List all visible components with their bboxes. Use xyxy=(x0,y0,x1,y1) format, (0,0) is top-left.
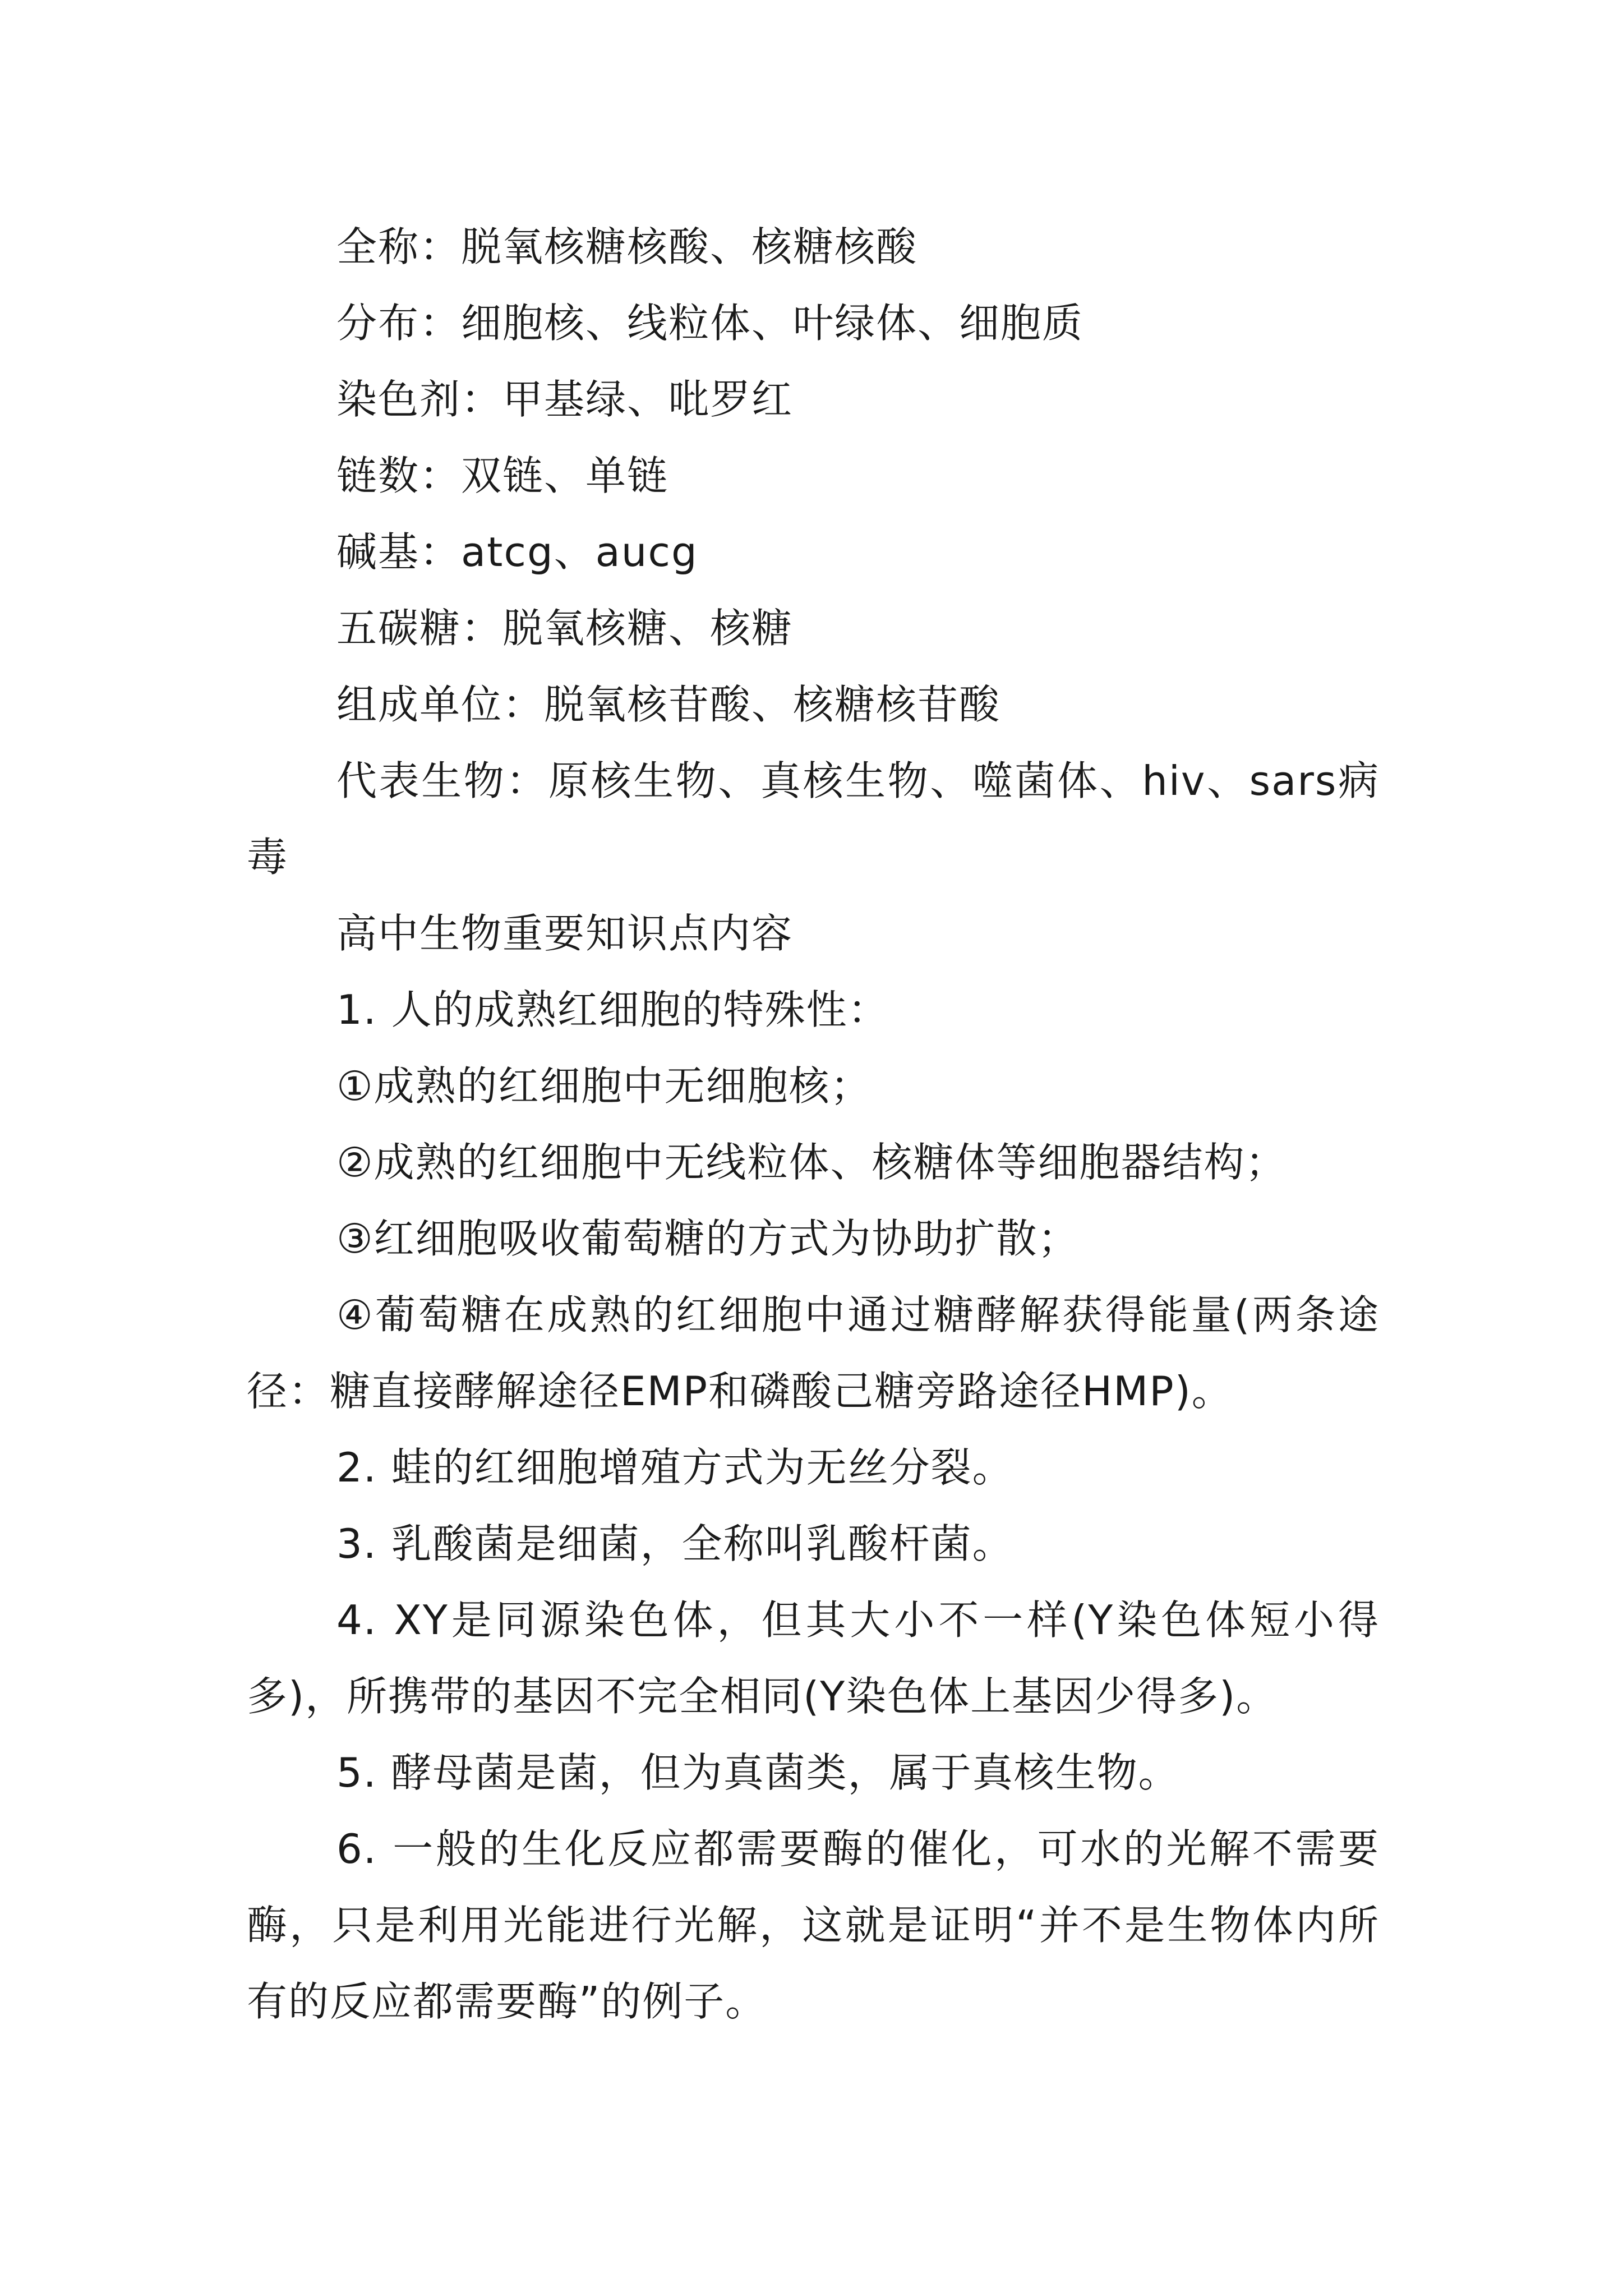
list-item-3: 3. 乳酸菌是细菌，全称叫乳酸杆菌。 xyxy=(336,1520,1014,1567)
sub-item-2: ②成熟的红细胞中无线粒体、核糖体等细胞器结构； xyxy=(336,1139,1287,1186)
list-item-4: 4. XY是同源染色体，但其大小不一样(Y染色体短小得多)，所携带的基因不完全相同(Y染色体上基因少得多)。 xyxy=(247,1596,1380,1720)
document-body xyxy=(247,209,1380,2040)
paragraph-full-name: 全称：脱氧核糖核酸、核糖核酸 xyxy=(336,223,918,270)
list-item-6: 6. 一般的生化反应都需要酶的催化，可水的光解不需要酶，只是利用光能进行光解，这就是证明“并不是生物体内所有的反应都需要酶”的例子。 xyxy=(247,1825,1380,2025)
paragraph-units: 组成单位：脱氧核苷酸、核糖核苷酸 xyxy=(336,681,1001,728)
paragraph-distribution: 分布：细胞核、线粒体、叶绿体、细胞质 xyxy=(336,300,1084,347)
paragraph-stain: 染色剂：甲基绿、吡罗红 xyxy=(336,376,794,423)
sub-item-3: ③红细胞吸收葡萄糖的方式为协助扩散； xyxy=(336,1215,1080,1262)
paragraph-bases: 碱基：atcg、aucg xyxy=(336,528,698,576)
sub-item-1: ①成熟的红细胞中无细胞核； xyxy=(336,1062,872,1110)
list-item-1: 1. 人的成熟红细胞的特殊性： xyxy=(336,986,889,1033)
paragraph-pentose: 五碳糖：脱氧核糖、核糖 xyxy=(336,605,794,652)
section-heading: 高中生物重要知识点内容 xyxy=(336,910,794,957)
paragraph-strand-count: 链数：双链、单链 xyxy=(336,452,669,499)
paragraph-organisms: 代表生物：原核生物、真核生物、噬菌体、hiv、sars病毒 xyxy=(247,757,1380,881)
sub-item-4: ④葡萄糖在成熟的红细胞中通过糖酵解获得能量(两条途径：糖直接酵解途径EMP和磷酸己糖旁路途径HMP)。 xyxy=(247,1291,1380,1415)
list-item-5: 5. 酵母菌是菌，但为真菌类，属于真核生物。 xyxy=(336,1749,1180,1796)
list-item-2: 2. 蛙的红细胞增殖方式为无丝分裂。 xyxy=(336,1444,1014,1491)
